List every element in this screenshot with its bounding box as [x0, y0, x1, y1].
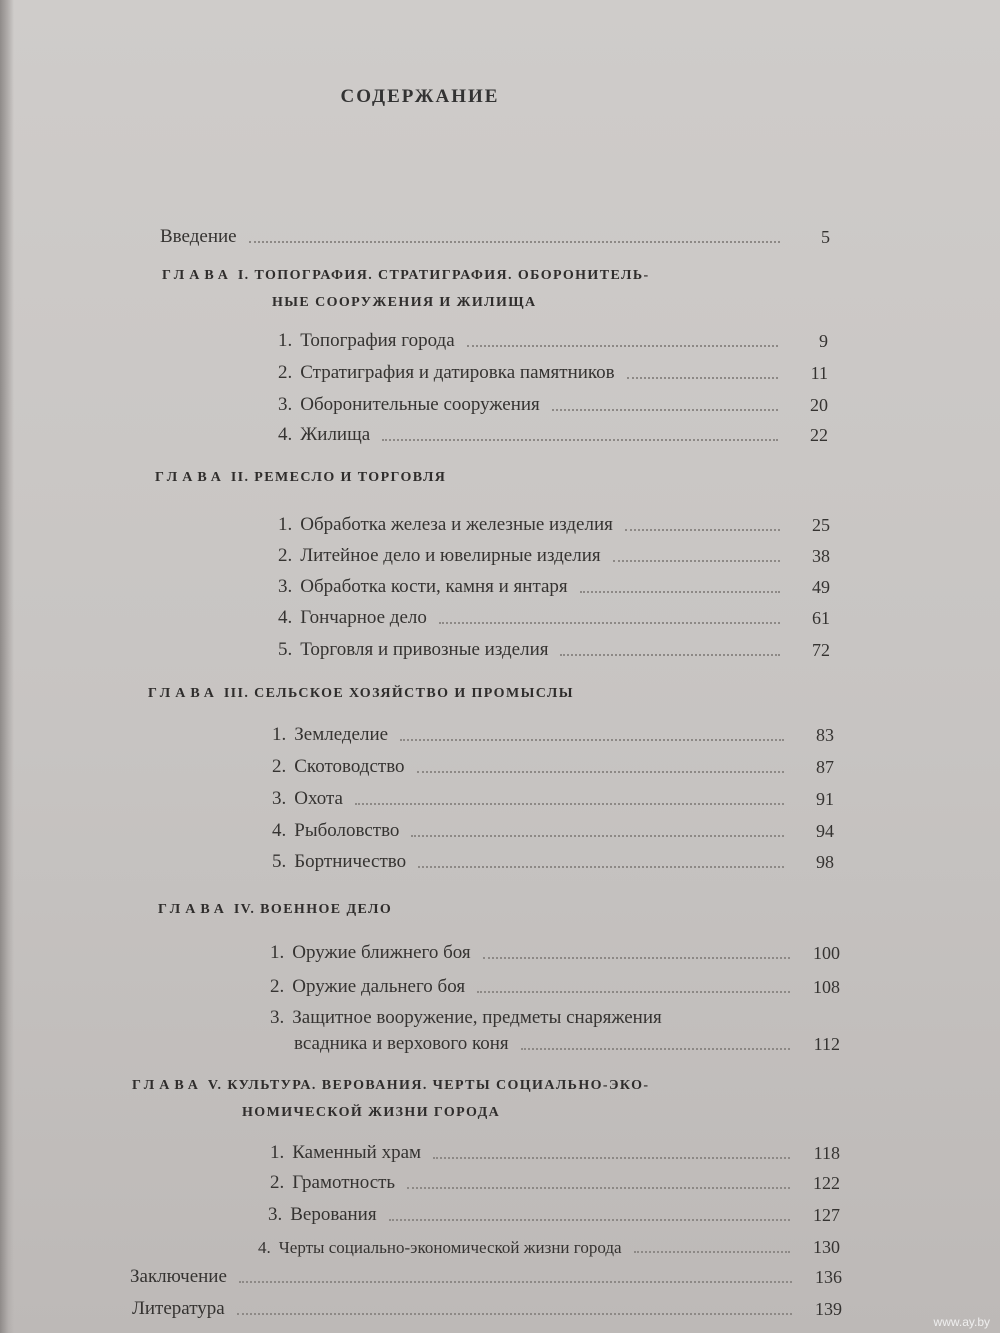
toc-entry-label	[278, 545, 601, 567]
section-title: Оборонительные сооружения	[300, 394, 540, 415]
section-title: Черты социально-экономической жизни города	[278, 1238, 622, 1257]
section-title: Оружие ближнего боя	[292, 942, 471, 963]
chapter-word: ГЛАВА	[148, 686, 219, 701]
chapter-title-line1: III. СЕЛЬСКОЕ ХОЗЯЙСТВО И ПРОМЫСЛЫ	[223, 686, 574, 701]
toc-entry-literature[interactable]	[132, 1294, 842, 1320]
toc-entry-label	[272, 851, 406, 873]
toc-entry-page: 130	[813, 1237, 840, 1257]
chapter-word: ГЛАВА	[132, 1078, 203, 1093]
toc-entry-label	[278, 424, 370, 446]
section-number: 1.	[272, 724, 287, 745]
section-title: Бортничество	[294, 851, 407, 872]
dot-leader	[389, 1219, 790, 1221]
dot-leader	[625, 529, 780, 531]
section-title: Топография города	[300, 330, 455, 351]
chapter-heading-1[interactable]	[162, 262, 650, 316]
toc-entry-page: 9	[819, 331, 828, 351]
toc-entry[interactable]	[270, 938, 840, 964]
dot-leader	[355, 803, 784, 805]
section-title: Земледелие	[294, 724, 389, 745]
chapter-word: ГЛАВА	[158, 902, 229, 917]
section-number: 5.	[278, 639, 293, 660]
dot-leader	[467, 345, 778, 347]
toc-entry-label: Литература	[132, 1298, 225, 1319]
toc-entry[interactable]	[278, 510, 830, 536]
chapter-title-line1: IV. ВОЕННОЕ ДЕЛО	[233, 902, 393, 917]
toc-entry-label	[272, 756, 405, 778]
toc-entry-label	[278, 639, 548, 661]
toc-entry-page: 112	[813, 1034, 840, 1054]
toc-entry-page: 11	[810, 363, 828, 383]
dot-leader	[439, 622, 780, 624]
section-title: Оружие дальнего боя	[292, 976, 466, 997]
dot-leader	[580, 591, 780, 593]
toc-entry-label	[278, 394, 540, 416]
dot-leader	[560, 654, 780, 656]
toc-entry[interactable]	[278, 420, 828, 446]
toc-entry-page: 100	[813, 943, 840, 963]
section-title: Литейное дело и ювелирные изделия	[300, 545, 601, 566]
section-title-continued: всадника и верхового коня	[294, 1033, 509, 1054]
toc-entry-page: 98	[816, 852, 834, 872]
toc-entry-label	[278, 607, 427, 629]
section-number: 2.	[278, 545, 293, 566]
toc-entry-label	[270, 1172, 395, 1194]
toc-entry-label	[272, 724, 388, 746]
toc-entry-label	[278, 514, 613, 536]
toc-entry[interactable]	[272, 720, 834, 746]
section-title: Скотоводство	[294, 756, 405, 777]
dot-leader	[417, 771, 784, 773]
toc-entry-page: 136	[815, 1267, 842, 1287]
toc-entry[interactable]	[270, 1168, 840, 1194]
chapter-heading-5[interactable]	[132, 1072, 649, 1126]
toc-entry[interactable]	[278, 541, 830, 567]
toc-entry-page: 25	[812, 515, 830, 535]
section-number: 1.	[270, 942, 285, 963]
dot-leader	[411, 835, 784, 837]
section-number: 3.	[268, 1204, 283, 1225]
toc-entry-label	[268, 1204, 377, 1226]
watermark: www.ay.by	[933, 1315, 990, 1329]
dot-leader	[407, 1187, 790, 1189]
toc-entry[interactable]	[272, 784, 834, 810]
chapter-word: ГЛАВА	[155, 470, 226, 485]
dot-leader	[239, 1281, 792, 1283]
toc-entry-page: 22	[810, 425, 828, 445]
chapter-title-line2: НОМИЧЕСКОЙ ЖИЗНИ ГОРОДА	[242, 1105, 501, 1120]
section-title: Защитное вооружение, предметы снаряжения	[292, 1007, 662, 1028]
section-number: 5.	[272, 851, 287, 872]
page-edge-shadow	[0, 0, 14, 1333]
toc-entry-page: 108	[813, 977, 840, 997]
dot-leader	[483, 957, 790, 959]
section-title: Гончарное дело	[300, 607, 427, 628]
section-title: Стратиграфия и датировка памятников	[300, 362, 615, 383]
toc-entry-page: 38	[812, 546, 830, 566]
toc-entry[interactable]	[268, 1200, 840, 1226]
dot-leader	[400, 739, 784, 741]
dot-leader	[521, 1048, 790, 1050]
toc-entry-label: Заключение	[130, 1266, 227, 1287]
dot-leader	[382, 439, 778, 441]
section-number: 3.	[272, 788, 287, 809]
section-number: 4.	[278, 424, 293, 445]
section-number: 2.	[270, 1172, 285, 1193]
toc-entry-label	[270, 976, 465, 998]
toc-entry-page: 139	[815, 1299, 842, 1319]
section-title: Торговля и привозные изделия	[300, 639, 549, 660]
section-number: 1.	[278, 330, 293, 351]
dot-leader	[237, 1313, 792, 1315]
section-number: 4.	[272, 820, 287, 841]
chapter-title-line1: I. ТОПОГРАФИЯ. СТРАТИГРАФИЯ. ОБОРОНИТЕЛЬ-	[237, 268, 650, 283]
section-number: 3.	[278, 576, 293, 597]
section-title: Рыболовство	[294, 820, 400, 841]
toc-entry-page: 72	[812, 640, 830, 660]
toc-entry-page: 94	[816, 821, 834, 841]
toc-entry[interactable]	[278, 635, 830, 661]
toc-entry-label	[270, 1142, 421, 1164]
section-title: Охота	[294, 788, 343, 809]
chapter-title-line1: V. КУЛЬТУРА. ВЕРОВАНИЯ. ЧЕРТЫ СОЦИАЛЬНО-ЭКО-	[207, 1078, 650, 1093]
toc-entry-label	[278, 330, 455, 352]
toc-entry-multiline[interactable]	[270, 1003, 840, 1029]
section-title: Верования	[290, 1204, 377, 1225]
dot-leader	[613, 560, 780, 562]
toc-heading-text: СОДЕРЖАНИЕ	[340, 86, 500, 107]
dot-leader	[552, 409, 778, 411]
toc-entry-page: 87	[816, 757, 834, 777]
toc-entry-label: Введение	[160, 226, 237, 247]
toc-entry-page: 49	[812, 577, 830, 597]
toc-entry-page: 61	[812, 608, 830, 628]
toc-entry-conclusion[interactable]	[130, 1262, 842, 1288]
chapter-heading-2[interactable]	[155, 464, 446, 491]
chapter-heading-4[interactable]	[158, 896, 392, 923]
toc-entry-page: 20	[810, 395, 828, 415]
toc-entry-page: 5	[821, 227, 830, 247]
section-title: Обработка кости, камня и янтаря	[300, 576, 568, 597]
section-title: Грамотность	[292, 1172, 396, 1193]
toc-entry-label	[272, 820, 399, 842]
toc-entry[interactable]	[278, 390, 828, 416]
toc-entry-page: 122	[813, 1173, 840, 1193]
chapter-word: ГЛАВА	[162, 268, 233, 283]
toc-entry-label	[278, 362, 615, 384]
toc-entry-label	[270, 1007, 662, 1029]
toc-entry-label	[258, 1238, 622, 1258]
dot-leader	[477, 991, 790, 993]
toc-entry[interactable]	[272, 847, 834, 873]
toc-entry-page: 127	[813, 1205, 840, 1225]
section-number: 2.	[278, 362, 293, 383]
toc-entry[interactable]	[278, 572, 830, 598]
section-number: 1.	[278, 514, 293, 535]
toc-entry[interactable]	[272, 816, 834, 842]
dot-leader	[418, 866, 784, 868]
chapter-heading-3[interactable]	[148, 680, 574, 707]
toc-entry-label	[278, 576, 568, 598]
toc-entry-page: 83	[816, 725, 834, 745]
toc-heading	[0, 86, 840, 108]
toc-entry-label	[272, 788, 343, 810]
section-title: Каменный храм	[292, 1142, 422, 1163]
toc-entry[interactable]	[272, 752, 834, 778]
toc-entry[interactable]	[270, 972, 840, 998]
section-number: 4.	[258, 1238, 271, 1257]
section-title: Обработка железа и железные изделия	[300, 514, 613, 535]
toc-entry[interactable]	[278, 358, 828, 384]
section-number: 2.	[270, 976, 285, 997]
dot-leader	[433, 1157, 790, 1159]
dot-leader	[634, 1251, 790, 1253]
toc-entry-continuation[interactable]	[294, 1029, 840, 1055]
section-number: 3.	[278, 394, 293, 415]
toc-entry[interactable]	[278, 326, 828, 352]
section-number: 2.	[272, 756, 287, 777]
toc-entry[interactable]	[278, 603, 830, 629]
dot-leader	[249, 241, 780, 243]
section-number: 3.	[270, 1007, 285, 1028]
section-title: Жилища	[300, 424, 371, 445]
toc-entry[interactable]	[258, 1232, 840, 1258]
dot-leader	[627, 377, 778, 379]
chapter-title-line1: II. РЕМЕСЛО И ТОРГОВЛЯ	[230, 470, 447, 485]
toc-entry-page: 91	[816, 789, 834, 809]
toc-entry-label	[270, 942, 471, 964]
section-number: 4.	[278, 607, 293, 628]
chapter-title-line2: НЫЕ СООРУЖЕНИЯ И ЖИЛИЩА	[272, 295, 537, 310]
toc-entry-page: 118	[813, 1143, 840, 1163]
toc-entry[interactable]	[270, 1138, 840, 1164]
toc-entry-intro[interactable]	[160, 222, 830, 248]
section-number: 1.	[270, 1142, 285, 1163]
